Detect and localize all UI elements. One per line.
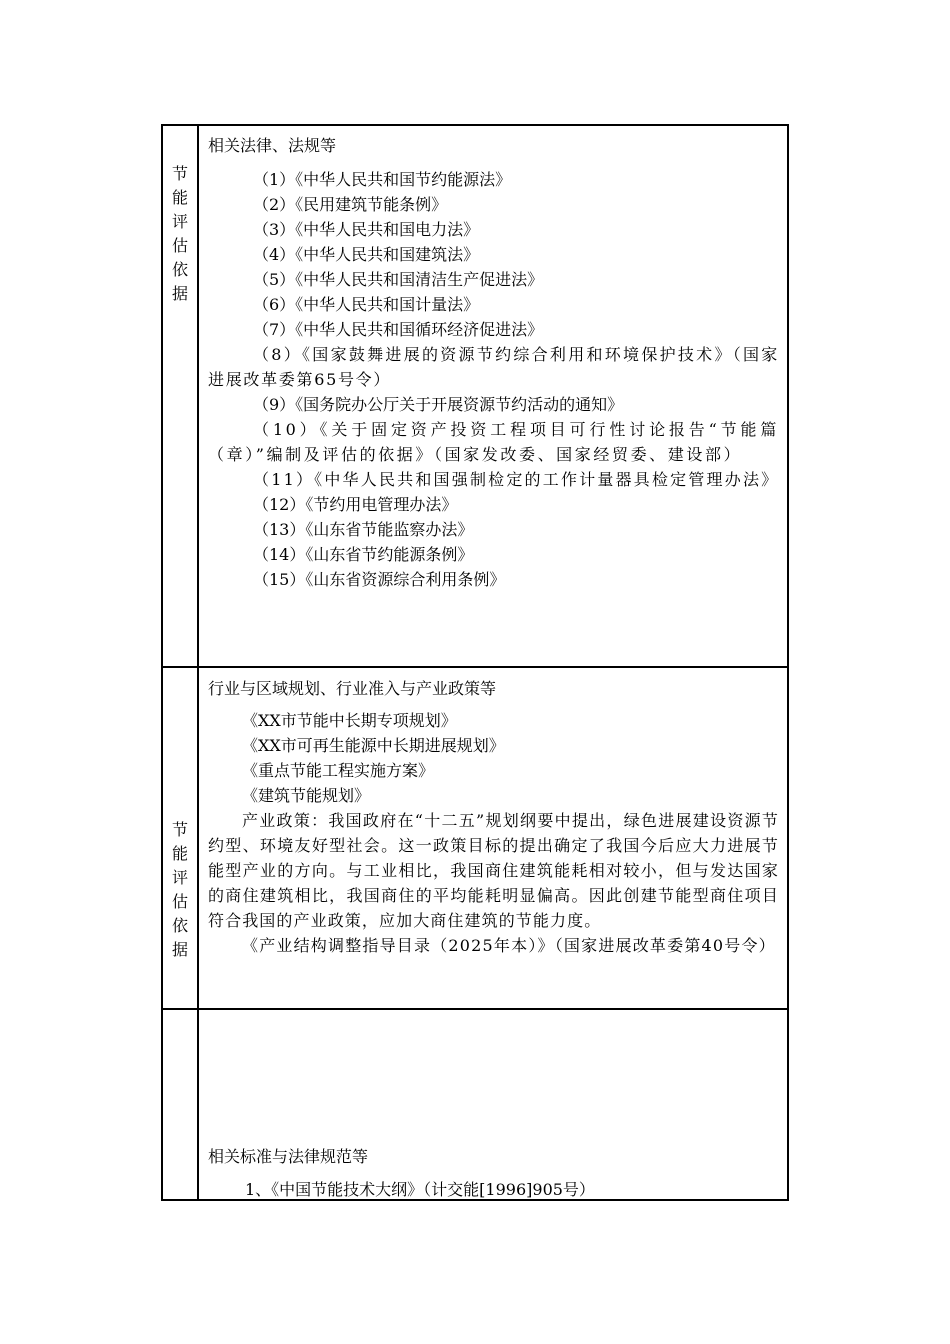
- law-item: （5）《中华人民共和国清洁生产促进法》: [253, 270, 544, 289]
- evaluation-basis-table: [161, 124, 789, 1201]
- row-label-cell: [163, 1010, 199, 1199]
- label-char: 据: [171, 284, 188, 303]
- label-char: 依: [171, 260, 188, 279]
- laws-row: [163, 126, 787, 666]
- policy-paragraph: 产业政策：我国政府在“十二五”规划纲要中提出，绿色进展建设资源节约型、环境友好型社会。这一政策目标的提出确定了我国今后应大力进展节能型产业的方向。与工业相比，我国商住建筑能耗相对较小，但与发达国家的商住建筑相比，我国商住的平均能耗明显偏高。因此创建节能型商住项目符合我国的产业政策，应加大商住建筑的节能力度。: [208, 811, 779, 930]
- standards-content: [199, 1010, 787, 1199]
- policy-row: [163, 666, 787, 1008]
- section-heading: 相关标准与法律规范等: [208, 1147, 369, 1166]
- plan-item: 《XX市可再生能源中长期进展规划》: [242, 736, 505, 755]
- law-item: （11）《中华人民共和国强制检定的工作计量器具检定管理办法》: [253, 470, 780, 489]
- row-label-vertical: [163, 818, 197, 962]
- standard-item: 1、《中国节能技术大纲》（计交能[1996]905号）: [245, 1180, 595, 1199]
- law-item: （8）《国家鼓舞进展的资源节约综合利用和环境保护技术》（国家进展改革委第65号令）: [208, 345, 779, 389]
- label-char: 能: [171, 844, 188, 863]
- label-char: 节: [171, 164, 188, 183]
- plan-item: 《重点节能工程实施方案》: [242, 761, 435, 780]
- law-item: （13）《山东省节能监察办法》: [253, 520, 474, 539]
- policy-content: [199, 668, 787, 1008]
- law-item: （6）《中华人民共和国计量法》: [253, 295, 480, 314]
- law-item: （14）《山东省节约能源条例》: [253, 545, 474, 564]
- row-label-cell: [163, 668, 199, 1008]
- label-char: 估: [171, 892, 188, 911]
- row-label-vertical: [163, 162, 197, 306]
- law-item: （9）《国务院办公厅关于开展资源节约活动的通知》: [253, 395, 624, 414]
- law-item: （15）《山东省资源综合利用条例》: [253, 570, 506, 589]
- label-char: 节: [171, 820, 188, 839]
- law-item: （2）《民用建筑节能条例》: [253, 195, 448, 214]
- catalog-item: 《产业结构调整指导目录（2025年本）》（国家进展改革委第40号令）: [242, 936, 776, 955]
- law-item: （7）《中华人民共和国循环经济促进法》: [253, 320, 544, 339]
- label-char: 评: [171, 212, 188, 231]
- section-heading: 相关法律、法规等: [208, 136, 337, 155]
- label-char: 能: [171, 188, 188, 207]
- label-char: 评: [171, 868, 188, 887]
- section-heading: 行业与区域规划、行业准入与产业政策等: [208, 679, 497, 698]
- label-char: 据: [171, 940, 188, 959]
- law-item: （1）《中华人民共和国节约能源法》: [253, 170, 512, 189]
- plan-item: 《建筑节能规划》: [242, 786, 371, 805]
- law-item: （4）《中华人民共和国建筑法》: [253, 245, 480, 264]
- standards-row: [163, 1008, 787, 1199]
- row-label-cell: [163, 126, 199, 666]
- plan-item: 《XX市节能中长期专项规划》: [242, 711, 457, 730]
- laws-content: [199, 126, 787, 666]
- label-char: 估: [171, 236, 188, 255]
- law-item: （12）《节约用电管理办法》: [253, 495, 458, 514]
- law-item: （10）《关于固定资产投资工程项目可行性讨论报告“节能篇（章）”编制及评估的依据》（国家发改委、国家经贸委、建设部）: [208, 420, 779, 464]
- label-char: 依: [171, 916, 188, 935]
- law-item: （3）《中华人民共和国电力法》: [253, 220, 480, 239]
